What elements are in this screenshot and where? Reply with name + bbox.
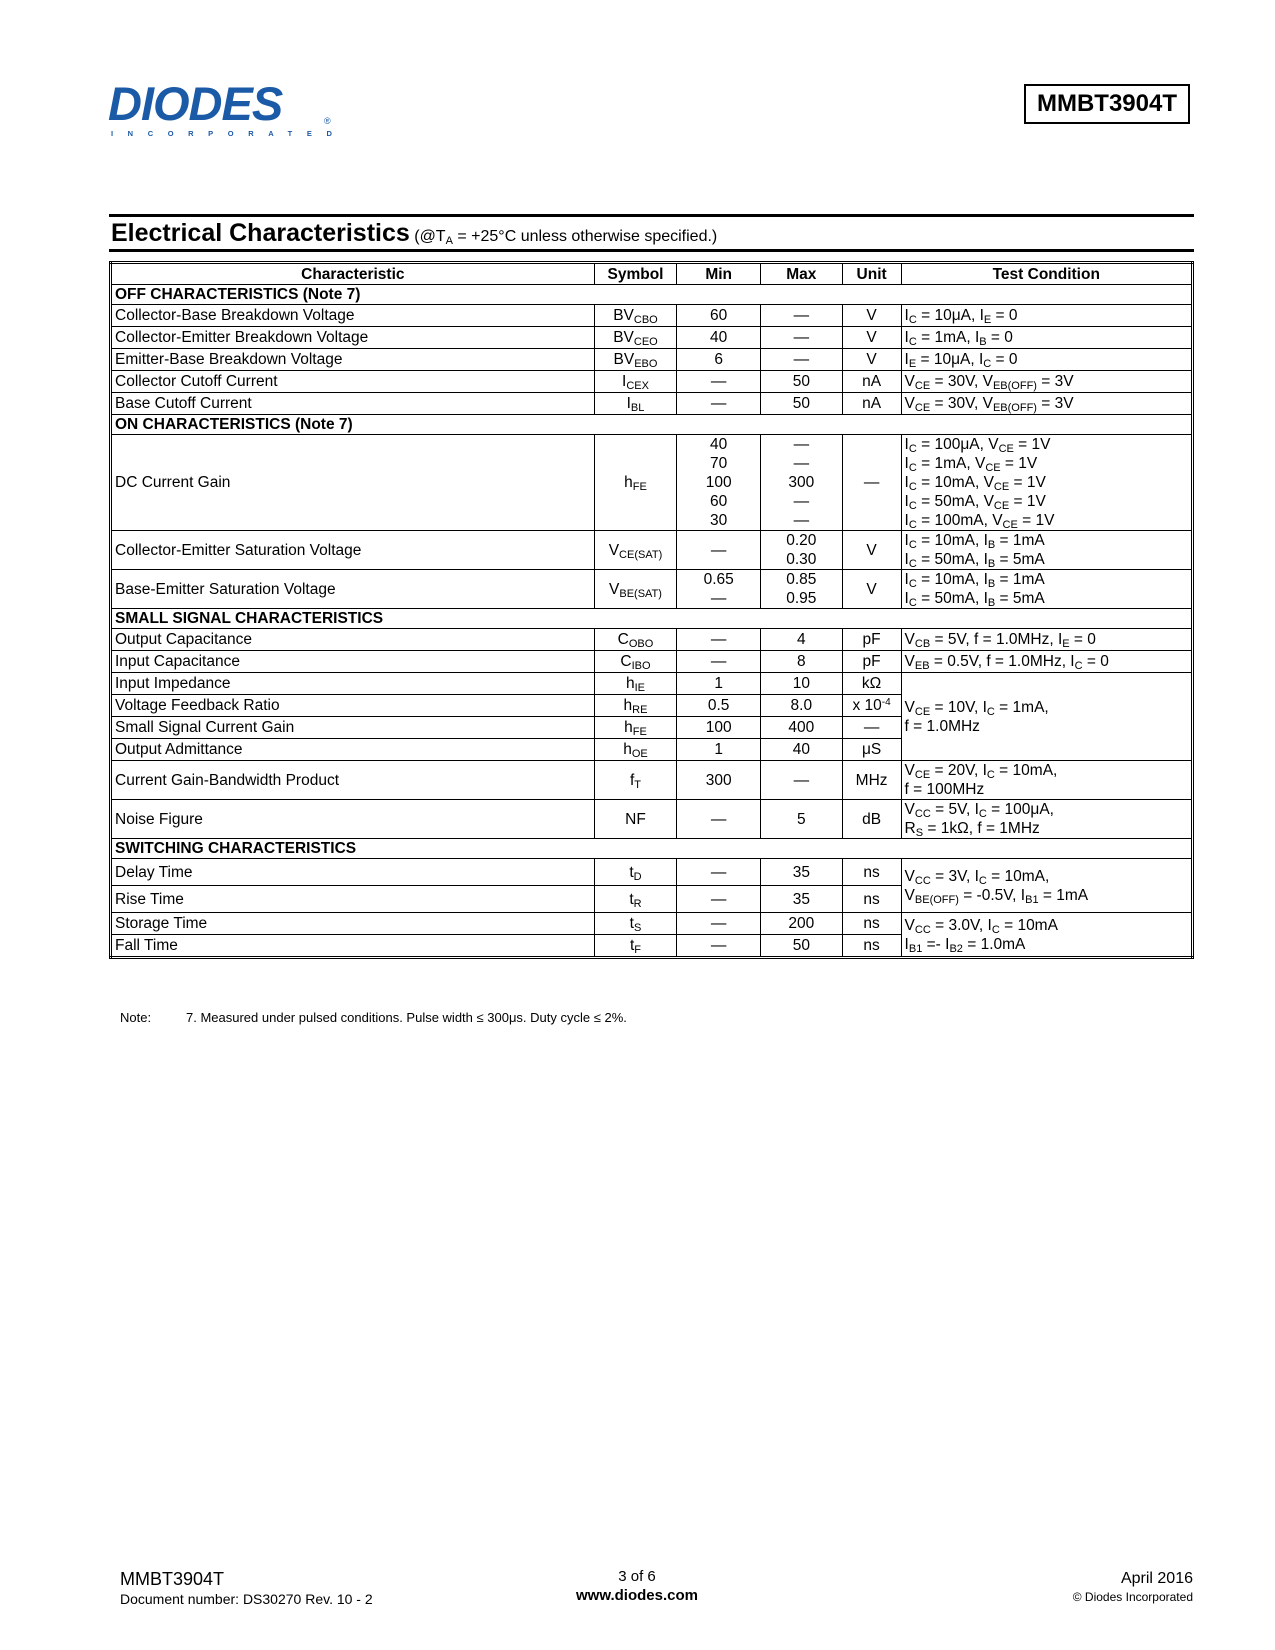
- cell-max: 0.85 0.95: [761, 570, 843, 609]
- cell-sym: $BV_{CBO}$: [594, 305, 677, 327]
- footer-document-number: Document number: DS30270 Rev. 10 - 2: [120, 1591, 373, 1607]
- table-row: [111, 629, 1193, 651]
- cell-sym: $V_{CE(SAT)}$: [594, 531, 677, 570]
- cell-name: Input Capacitance: [111, 651, 595, 673]
- part-number-box: MMBT3904T: [1024, 84, 1190, 124]
- cell-min: —: [677, 371, 761, 393]
- cell-unit: pF: [842, 629, 901, 651]
- cell-max: —: [761, 305, 843, 327]
- cell-max: — — 300 — —: [761, 435, 843, 531]
- cell-name: Output Admittance: [111, 739, 595, 761]
- cell-name: Small Signal Current Gain: [111, 717, 595, 739]
- cell-name: Input Impedance: [111, 673, 595, 695]
- table-row: [111, 859, 1193, 886]
- cell-max: —: [761, 349, 843, 371]
- cell-cond: $I_C = 100\mu A$, $V_{CE} = 1V$ $I_C = 1mA$, $V_{CE} = 1V$ $I_C = 10mA$, $V_{CE} = 1V$ $I_C = 50mA$, $V_{CE} = 1V$ $I_C = 100mA$, $V_{CE} = 1V$: [901, 435, 1192, 531]
- cell-min: —: [677, 935, 761, 958]
- cell-min: 0.5: [677, 695, 761, 717]
- cell-max: 8.0: [761, 695, 843, 717]
- cell-min: —: [677, 531, 761, 570]
- table-row: [111, 570, 1193, 609]
- header-min: Min: [677, 263, 761, 285]
- delay-rise-condition: $V_{CC} = 3V$, $I_C = 10mA$, $V_{BE(OFF)} = -0.5V$, $I_{B1} = 1mA$: [901, 859, 1192, 913]
- cell-name: Base-Emitter Saturation Voltage: [111, 570, 595, 609]
- cell-name: DC Current Gain: [111, 435, 595, 531]
- cell-name: Voltage Feedback Ratio: [111, 695, 595, 717]
- cell-name: Noise Figure: [111, 800, 595, 839]
- cell-sym: $I_{BL}$: [594, 393, 677, 415]
- storage-fall-condition: $V_{CC} = 3.0V$, $I_C = 10mA$ $I_{B1} =- I_{B2} = 1.0mA$: [901, 913, 1192, 958]
- cell-sym: $h_{OE}$: [594, 739, 677, 761]
- h-parameters-condition: $V_{CE} = 10V$, $I_C = 1mA$, f = 1.0MHz: [901, 673, 1192, 761]
- cell-unit: μS: [842, 739, 901, 761]
- footer-date: April 2016: [1120, 1570, 1193, 1587]
- cell-sym: $t_F$: [594, 935, 677, 958]
- cell-unit: pF: [842, 651, 901, 673]
- cell-min: 1: [677, 739, 761, 761]
- heading-rule-bottom: [109, 249, 1194, 252]
- cell-sym: $t_D$: [594, 859, 677, 886]
- cell-name: Storage Time: [111, 913, 595, 935]
- cell-sym: $V_{BE(SAT)}$: [594, 570, 677, 609]
- cell-unit: —: [842, 435, 901, 531]
- cell-unit: ns: [842, 935, 901, 958]
- cell-max: 8: [761, 651, 843, 673]
- cell-max: 40: [761, 739, 843, 761]
- footer-page-number: 3 of 6: [618, 1568, 656, 1585]
- table-row: [111, 435, 1193, 531]
- cell-sym: $h_{RE}$: [594, 695, 677, 717]
- cell-sym: $t_R$: [594, 886, 677, 913]
- cell-cond: $V_{EB} = 0.5V$, f = 1.0MHz, $I_C = 0$: [901, 651, 1192, 673]
- footer-website-link[interactable]: www.diodes.com: [576, 1587, 698, 1604]
- cell-cond: $I_C = 10mA$, $I_B = 1mA$ $I_C = 50mA$, $I_B = 5mA$: [901, 570, 1192, 609]
- cell-name: Current Gain-Bandwidth Product: [111, 761, 595, 800]
- heading-rule-top: [109, 214, 1194, 217]
- cell-unit: V: [842, 305, 901, 327]
- cell-min: —: [677, 886, 761, 913]
- company-logo: [108, 77, 347, 138]
- cell-unit: V: [842, 327, 901, 349]
- footer-right: [1073, 1569, 1193, 1605]
- cell-max: 4: [761, 629, 843, 651]
- cell-name: Collector-Base Breakdown Voltage: [111, 305, 595, 327]
- table-row: [111, 800, 1193, 839]
- section-switching-title: SWITCHING CHARACTERISTICS: [111, 839, 1193, 859]
- cell-unit: V: [842, 570, 901, 609]
- cell-sym: $BV_{EBO}$: [594, 349, 677, 371]
- cell-max: 35: [761, 886, 843, 913]
- table-row: [111, 327, 1193, 349]
- cell-sym: $t_S$: [594, 913, 677, 935]
- table-row: [111, 651, 1193, 673]
- table-note: [120, 1010, 627, 1025]
- cell-sym: $f_T$: [594, 761, 677, 800]
- section-row: [111, 285, 1193, 305]
- note-text: 7. Measured under pulsed conditions. Pulse width ≤ 300μs. Duty cycle ≤ 2%.: [186, 1010, 627, 1025]
- cell-min: 300: [677, 761, 761, 800]
- cell-unit: kΩ: [842, 673, 901, 695]
- section-small-signal-title: SMALL SIGNAL CHARACTERISTICS: [111, 609, 1193, 629]
- cell-sym: $h_{FE}$: [594, 717, 677, 739]
- cell-max: 200: [761, 913, 843, 935]
- cell-max: 5: [761, 800, 843, 839]
- section-on-title: ON CHARACTERISTICS (Note 7): [111, 415, 1193, 435]
- table-row: [111, 305, 1193, 327]
- cell-unit: nA: [842, 393, 901, 415]
- cell-sym: $C_{IBO}$: [594, 651, 677, 673]
- cell-unit: —: [842, 717, 901, 739]
- cell-max: 35: [761, 859, 843, 886]
- header-unit: Unit: [842, 263, 901, 285]
- cell-min: —: [677, 629, 761, 651]
- cell-name: Emitter-Base Breakdown Voltage: [111, 349, 595, 371]
- table-row: [111, 371, 1193, 393]
- cell-min: —: [677, 800, 761, 839]
- cell-unit: dB: [842, 800, 901, 839]
- cell-name: Delay Time: [111, 859, 595, 886]
- footer-copyright: © Diodes Incorporated: [1072, 1590, 1193, 1604]
- section-row: [111, 839, 1193, 859]
- cell-min: 0.65 —: [677, 570, 761, 609]
- table-header-row: [111, 263, 1193, 285]
- table-row: [111, 393, 1193, 415]
- cell-min: —: [677, 859, 761, 886]
- cell-unit: ns: [842, 913, 901, 935]
- cell-min: 6: [677, 349, 761, 371]
- section-row: [111, 415, 1193, 435]
- footer-part-number: MMBT3904T: [120, 1569, 225, 1589]
- cell-max: 50: [761, 935, 843, 958]
- cell-sym: $BV_{CEO}$: [594, 327, 677, 349]
- cell-sym: NF: [594, 800, 677, 839]
- section-condition: ($@T_A = +25^\circ C$ unless otherwise specified.): [414, 228, 718, 247]
- cell-min: —: [677, 651, 761, 673]
- cell-name: Rise Time: [111, 886, 595, 913]
- cell-cond: $I_C = 10\mu A$, $I_E = 0$: [901, 305, 1192, 327]
- section-title: Electrical Characteristics: [111, 219, 410, 247]
- cell-unit: x $10^{-4}$: [842, 695, 901, 717]
- note-label: Note:: [120, 1010, 152, 1025]
- table-row: [111, 913, 1193, 935]
- cell-min: 40: [677, 327, 761, 349]
- footer-left: [120, 1568, 373, 1608]
- cell-unit: V: [842, 349, 901, 371]
- cell-min: —: [677, 913, 761, 935]
- cell-max: 0.20 0.30: [761, 531, 843, 570]
- table-row: [111, 761, 1193, 800]
- cell-max: —: [761, 327, 843, 349]
- cell-sym: $h_{IE}$: [594, 673, 677, 695]
- cell-cond: $V_{CE} = 30V$, $V_{EB(OFF)} = 3V$: [901, 371, 1192, 393]
- cell-unit: nA: [842, 371, 901, 393]
- cell-name: Collector-Emitter Saturation Voltage: [111, 531, 595, 570]
- header-symbol: Symbol: [594, 263, 677, 285]
- cell-max: 50: [761, 371, 843, 393]
- header-test-condition: Test Condition: [901, 263, 1192, 285]
- cell-sym: $h_{FE}$: [594, 435, 677, 531]
- cell-sym: $C_{OBO}$: [594, 629, 677, 651]
- table-row: [111, 531, 1193, 570]
- cell-name: Output Capacitance: [111, 629, 595, 651]
- cell-name: Fall Time: [111, 935, 595, 958]
- cell-min: —: [677, 393, 761, 415]
- electrical-characteristics-table: [109, 261, 1194, 959]
- cell-unit: MHz: [842, 761, 901, 800]
- cell-sym: $I_{CEX}$: [594, 371, 677, 393]
- cell-unit: ns: [842, 859, 901, 886]
- cell-max: 50: [761, 393, 843, 415]
- cell-max: 10: [761, 673, 843, 695]
- header-characteristic: Characteristic: [111, 263, 595, 285]
- cell-max: —: [761, 761, 843, 800]
- logo-registered-mark: ®: [324, 116, 331, 126]
- section-heading: [111, 219, 717, 248]
- cell-unit: V: [842, 531, 901, 570]
- cell-cond: $V_{CE} = 20V$, $I_C = 10mA$, f = 100MHz: [901, 761, 1192, 800]
- cell-cond: $I_C = 1mA$, $I_B = 0$: [901, 327, 1192, 349]
- logo-subtitle: INCORPORATED: [111, 129, 347, 138]
- cell-cond: $V_{CB} = 5V$, f = 1.0MHz, $I_E = 0$: [901, 629, 1192, 651]
- header-max: Max: [761, 263, 843, 285]
- cell-name: Collector-Emitter Breakdown Voltage: [111, 327, 595, 349]
- cell-cond: $V_{CC} = 5V$, $I_C = 100\mu A$, $R_S = 1k\Omega$, f = 1MHz: [901, 800, 1192, 839]
- footer-center: [537, 1567, 737, 1605]
- table-row: [111, 349, 1193, 371]
- cell-unit: ns: [842, 886, 901, 913]
- cell-cond: $V_{CE} = 30V$, $V_{EB(OFF)} = 3V$: [901, 393, 1192, 415]
- cell-name: Collector Cutoff Current: [111, 371, 595, 393]
- cell-cond: $I_C = 10mA$, $I_B = 1mA$ $I_C = 50mA$, $I_B = 5mA$: [901, 531, 1192, 570]
- cell-min: 40 70 100 60 30: [677, 435, 761, 531]
- cell-min: 60: [677, 305, 761, 327]
- logo-wordmark: DIODES: [108, 77, 283, 130]
- cell-name: Base Cutoff Current: [111, 393, 595, 415]
- section-row: [111, 609, 1193, 629]
- cell-max: 400: [761, 717, 843, 739]
- cell-min: 1: [677, 673, 761, 695]
- cell-cond: $I_E = 10\mu A$, $I_C = 0$: [901, 349, 1192, 371]
- table-row: [111, 673, 1193, 695]
- section-off-title: OFF CHARACTERISTICS (Note 7): [111, 285, 1193, 305]
- cell-min: 100: [677, 717, 761, 739]
